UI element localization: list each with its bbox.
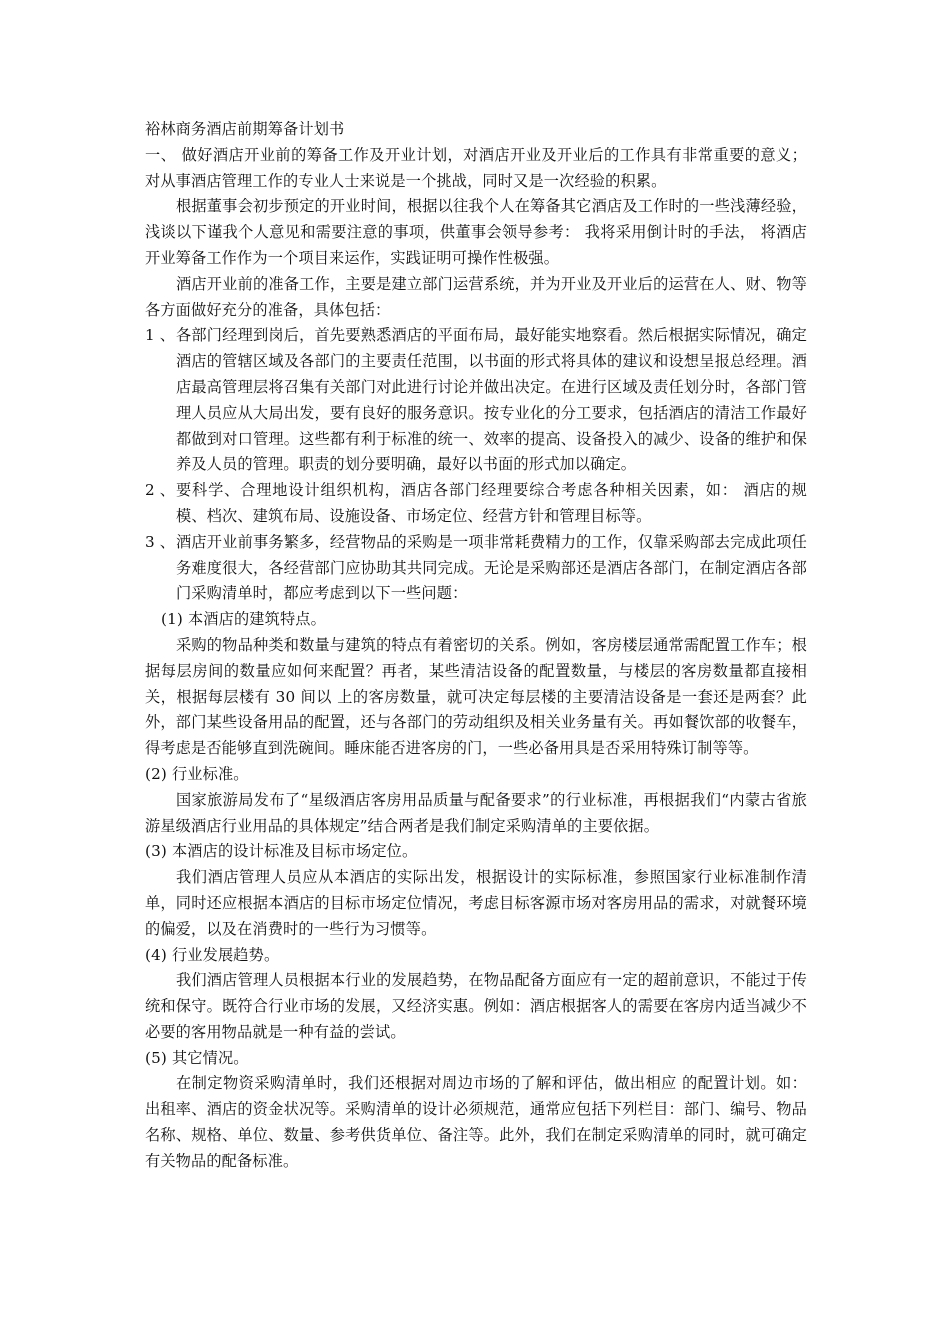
- paragraph-1: 根据董事会初步预定的开业时间，根据以往我个人在筹备其它酒店及工作时的一些浅薄经验，浅谈以下谨我个人意见和需要注意的事项，供董事会领导参考： 我将采用倒计时的手法， 将酒店开业筹备工作作为一个项目来运作，实践证明可操作性极强。: [145, 197, 807, 267]
- subsection-5-heading: (5) 其它情况。: [145, 1048, 249, 1067]
- subsection-2-heading: (2) 行业标准。: [145, 764, 249, 783]
- list-item-text: 酒店开业前事务繁多，经营物品的采购是一项非常耗费精力的工作，仅靠采购部去完成此项任务难度很大，各经营部门应协助其共同完成。无论是采购部还是酒店各部门，在制定酒店各部门采购清单时，都应考虑到以下一些问题：: [176, 532, 807, 603]
- list-item-2: [145, 478, 807, 530]
- list-item-1: [145, 323, 807, 478]
- intro-paragraph: [145, 143, 807, 195]
- subsection-1-heading: (1) 本酒店的建筑特点。: [161, 610, 326, 629]
- subsection-5-text: 在制定物资采购清单时，我们还根据对周边市场的了解和评估，做出相应 的配置计划。如：出租率、酒店的资金状况等。采购清单的设计必须规范，通常应包括下列栏目：部门、编号、物品名称、规格、单位、数量、参考供货单位、备注等。此外，我们在制定采购清单的同时，就可确定有关物品的配备标准。: [145, 1074, 807, 1170]
- subsection-2-text: 国家旅游局发布了“星级酒店客房用品质量与配备要求”的行业标准，再根据我们“内蒙古省旅游星级酒店行业用品的具体规定”结合两者是我们制定采购清单的主要依据。: [145, 790, 807, 835]
- subsection-3-heading: (3) 本酒店的设计标准及目标市场定位。: [145, 842, 418, 861]
- subsection-4-heading: (4) 行业发展趋势。: [145, 945, 280, 964]
- list-item-number: 3 、: [145, 532, 176, 551]
- document-page: [145, 117, 807, 1175]
- list-item-text: 各部门经理到岗后，首先要熟悉酒店的平面布局，最好能实地察看。然后根据实际情况，确定酒店的管辖区域及各部门的主要责任范围，以书面的形式将具体的建议和设想呈报总经理。酒店最高管理层将召集有关部门对此进行讨论并做出决定。在进行区域及责任划分时，各部门管理人员应从大局出发，要有良好的服务意识。按专业化的分工要求，包括酒店的清洁工作最好都做到对口管理。这些都有利于标准的统一、效率的提高、设备投入的减少、设备的维护和保养及人员的管理。职责的划分要明确，最好以书面的形式加以确定。: [176, 326, 807, 474]
- subsection-4-text: 我们酒店管理人员根据本行业的发展趋势，在物品配备方面应有一定的超前意识，不能过于传统和保守。既符合行业市场的发展，又经济实惠。例如：酒店根据客人的需要在客房内适当减少不必要的客用物品就是一种有益的尝试。: [145, 971, 807, 1041]
- list-item-number: 2 、: [145, 481, 176, 500]
- intro-text: 做好酒店开业前的筹备工作及开业计划，对酒店开业及开业后的工作具有非常重要的意义；对从事酒店管理工作的专业人士来说是一个挑战，同时又是一次经验的积累。: [145, 145, 807, 190]
- intro-number: 一、: [145, 145, 177, 164]
- list-item-text: 要科学、合理地设计组织机构，酒店各部门经理要综合考虑各种相关因素，如： 酒店的规模、档次、建筑布局、设施设备、市场定位、经营方针和管理目标等。: [176, 481, 807, 525]
- list-item-3: [145, 530, 807, 607]
- paragraph-2: 酒店开业前的准备工作，主要是建立部门运营系统，并为开业及开业后的运营在人、财、物等各方面做好充分的准备，具体包括：: [145, 274, 807, 319]
- document-title: 裕林商务酒店前期筹备计划书: [145, 120, 345, 138]
- subsection-3-text: 我们酒店管理人员应从本酒店的实际出发，根据设计的实际标准，参照国家行业标准制作清单，同时还应根据本酒店的目标市场定位情况，考虑目标客源市场对客房用品的需求，对就餐环境的偏爱，以及在消费时的一些行为习惯等。: [145, 868, 807, 938]
- subsection-1-text: 采购的物品种类和数量与建筑的特点有着密切的关系。例如，客房楼层通常需配置工作车；根据每层房间的数量应如何来配置？再者，某些清洁设备的配置数量，与楼层的客房数量都直接相关，根据每层楼有 30 间以 上的客房数量，就可决定每层楼的主要清洁设备是一套还是两套？此外，部门某些设备用品的配置，还与各部门的劳动组织及相关业务量有关。再如餐饮部的收餐车，得考虑是否能够直到洗碗间。睡床能否进客房的门，一些必备用具是否采用特殊订制等等。: [145, 635, 807, 758]
- list-item-number: 1 、: [145, 326, 176, 345]
